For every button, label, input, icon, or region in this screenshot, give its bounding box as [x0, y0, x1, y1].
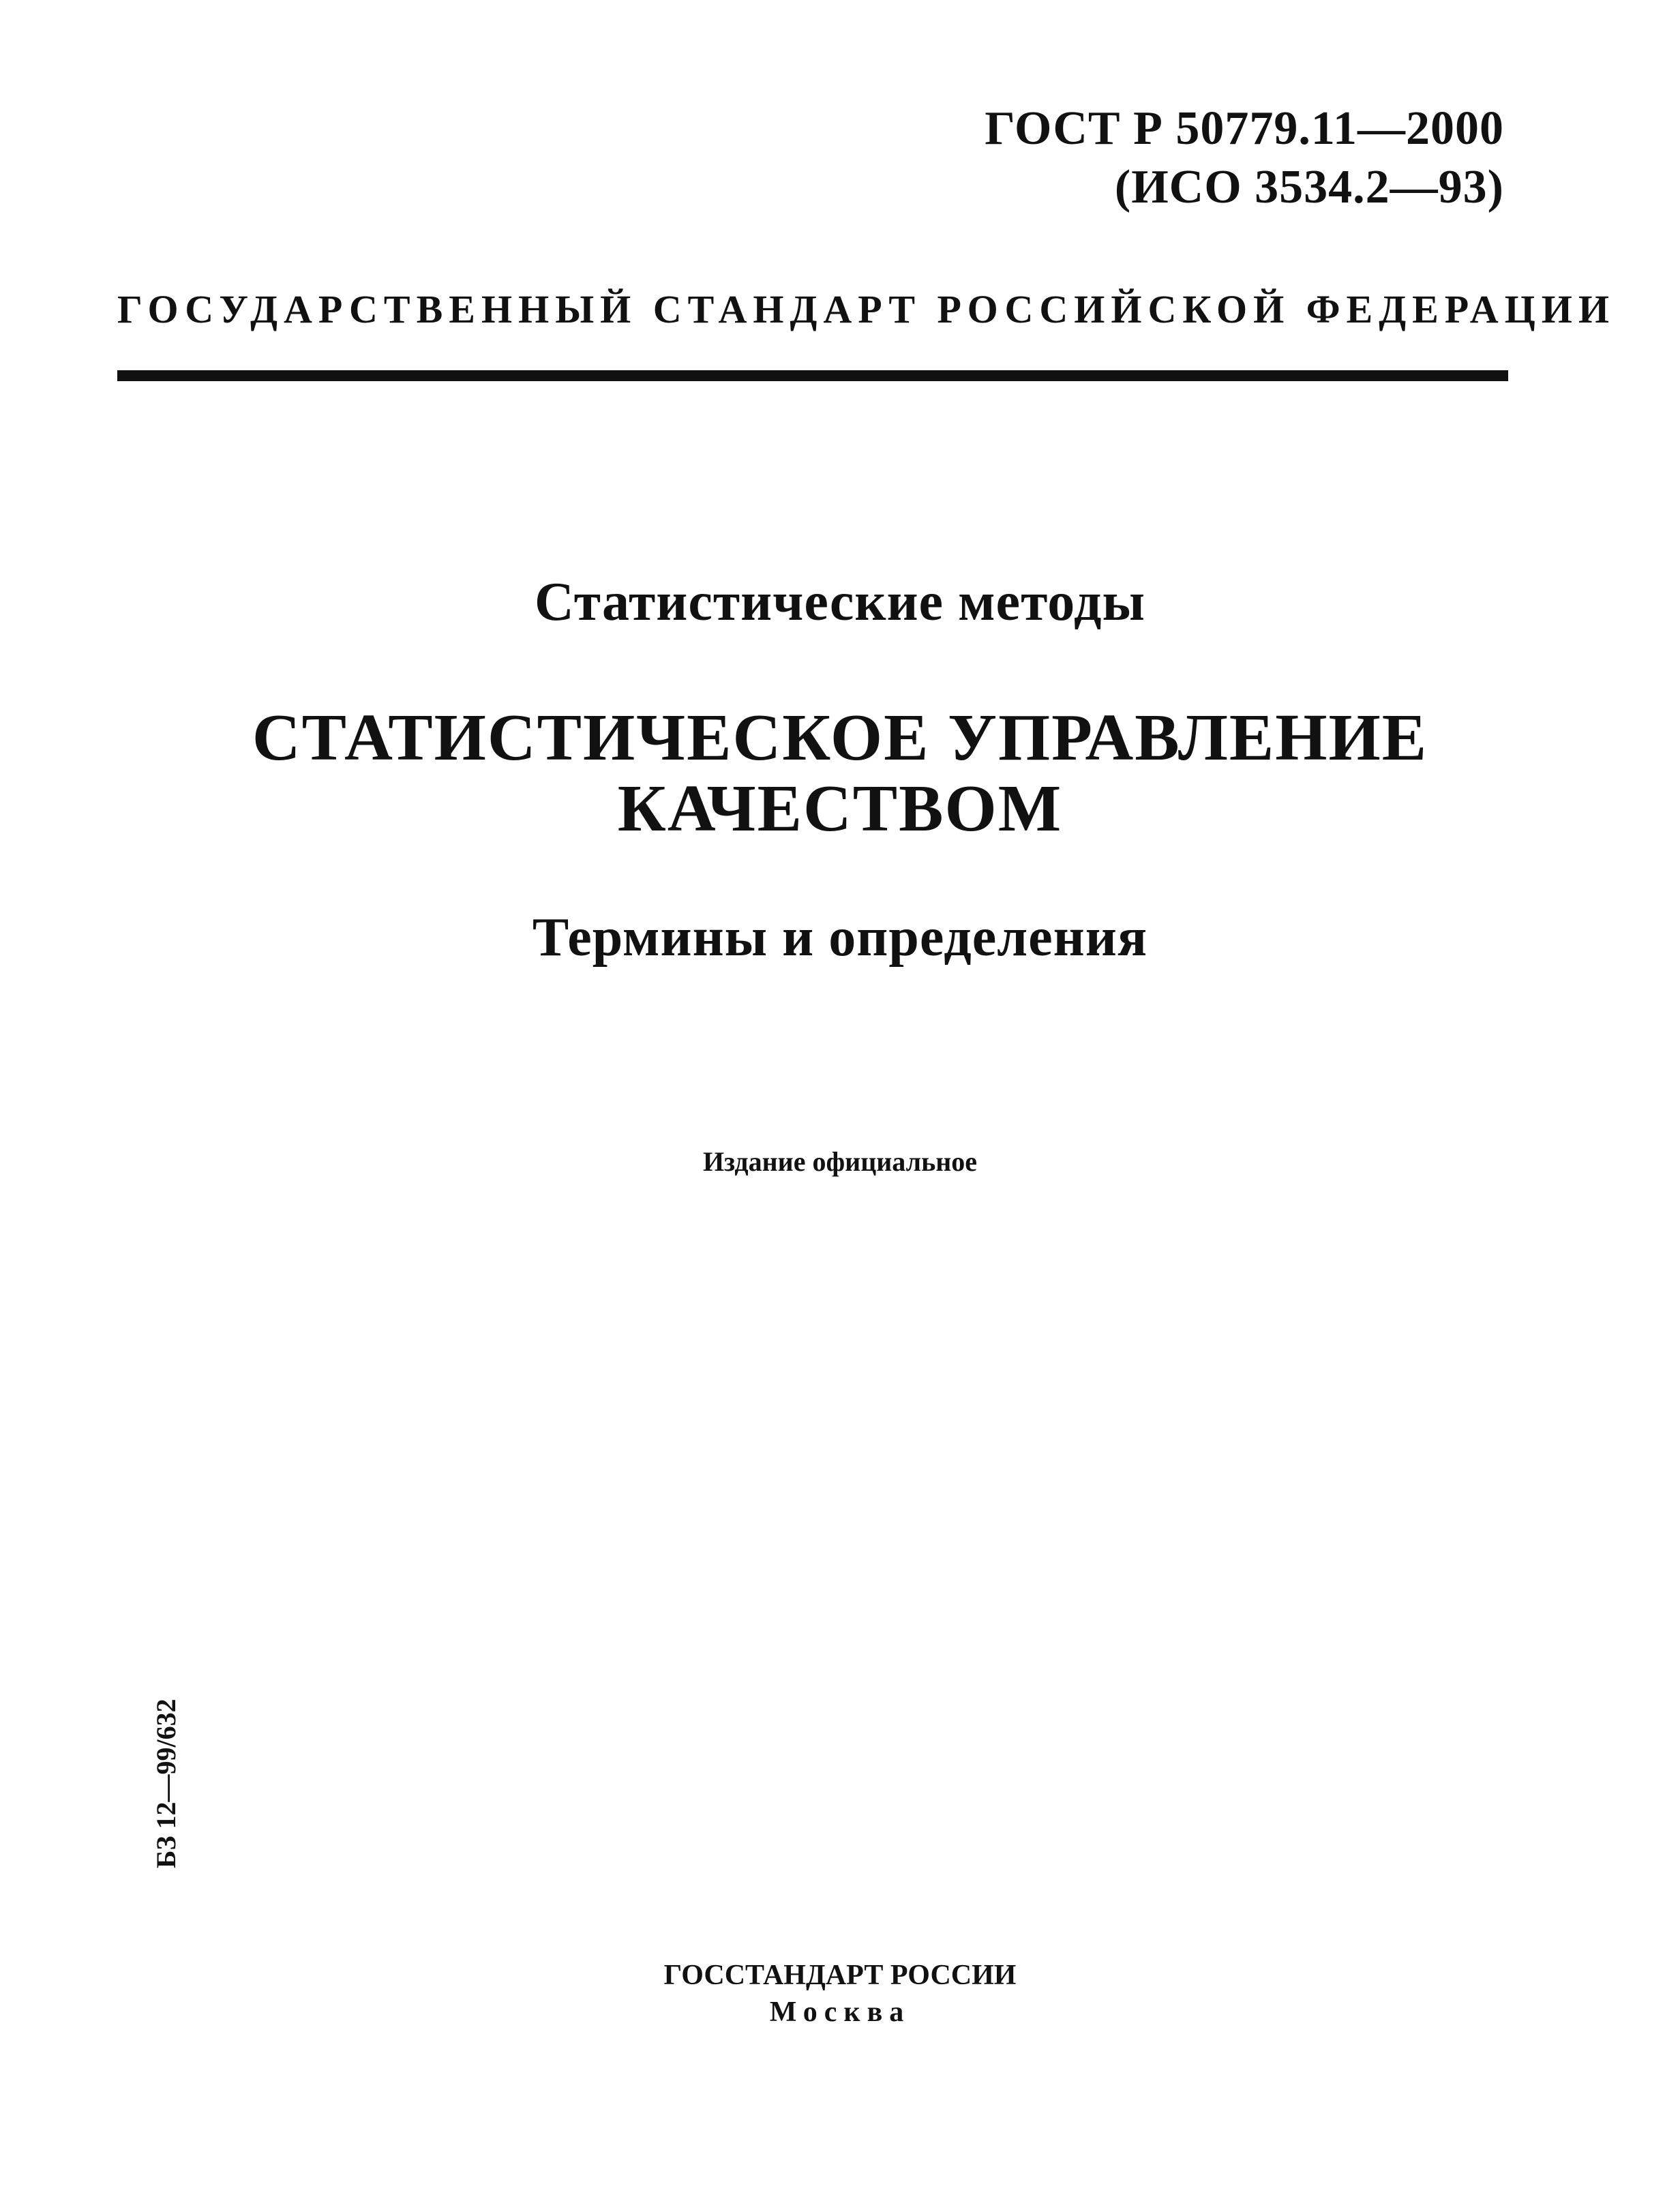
publisher-city: Москва	[769, 1996, 911, 2028]
main-title-line-2: КАЧЕСТВОМ	[617, 772, 1063, 846]
edition-note: Издание официальное	[702, 1146, 978, 1177]
state-standard-heading: ГОСУДАРСТВЕННЫЙ СТАНДАРТ РОССИЙСКОЙ ФЕДЕРАЦИИ	[117, 287, 1616, 331]
subject-title: Статистические методы	[535, 572, 1145, 632]
heading-divider	[117, 370, 1508, 381]
standard-designation	[985, 100, 1504, 217]
publisher-block	[0, 1957, 1680, 2031]
designation-gost-number: ГОСТ Р 50779.11—2000	[985, 102, 1504, 155]
designation-iso-number: (ИСО 3534.2—93)	[1114, 161, 1504, 213]
main-title	[0, 702, 1680, 844]
publisher-name: ГОССТАНДАРТ РОССИИ	[663, 1960, 1017, 1991]
catalog-code: БЗ 12—99/632	[151, 1699, 181, 1868]
subtitle: Термины и определения	[532, 908, 1148, 968]
main-title-line-1: СТАТИСТИЧЕСКОЕ УПРАВЛЕНИЕ	[252, 701, 1428, 775]
